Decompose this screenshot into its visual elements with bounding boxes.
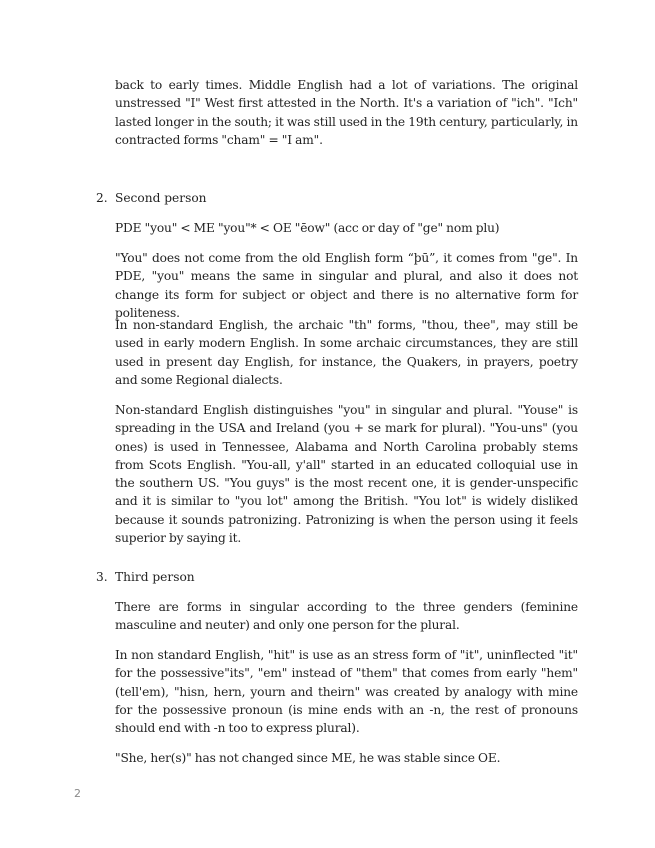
third-person-paragraph-3: "She, her(s)" has not changed since ME, he was stable since OE. [115,751,501,765]
section-number: 2. [96,191,108,205]
second-person-paragraph-1: "You" does not come from the old English form “þū”, it comes from "ge". In PDE, "you" means the same in singular and plural, and also it does not change its form for subject or object and there is no alternative form for politeness. [115,251,578,320]
section-number: 3. [96,570,108,584]
third-person-paragraph-1: There are forms in singular according to the three genders (feminine masculine and neuter) and only one person for the plural. [115,600,578,633]
section-title: Second person [115,191,207,205]
second-person-paragraph-3: Non-standard English distinguishes "you" in singular and plural. "Youse" is spreading in the USA and Ireland (you + se mark for plural). "You-uns" (you ones) is used in Tennessee, Alabama and North Carolina probably stems from Scots English. "You-all, y'all" started in an educated colloquial use in the southern US. "You guys" is the most recent one, it is gender-unspecific and it is similar to "you lot" among the British. "You lot" is widely disliked because it sounds patronizing. Patronizing is when the person using it feels superior by saying it. [115,403,578,546]
etymology-line: PDE "you" < ME "you"* < OE "ēow" (acc or day of "ge" nom plu) [115,221,500,235]
third-person-paragraph-2: In non standard English, "hit" is use as an stress form of "it", uninflected "it" for the possessive"its", "em" instead of "them" that comes from early "hem" (tell'em), "hisn, hern, yourn and theirn" was created by analogy with mine for the possessive pronoun (is mine ends with an -n, the rest of pronouns should end with -n too to express plural). [115,648,578,736]
second-person-paragraph-2: In non-standard English, the archaic "th" forms, "thou, thee", may still be used in early modern English. In some archaic circumstances, they are still used in present day English, for instance, the Quakers, in prayers, poetry and some Regional dialects. [115,318,578,387]
section-heading-second-person [0,189,655,208]
intro-paragraph: back to early times. Middle English had a lot of variations. The original unstressed "I" West first attested in the North. It's a variation of "ich". "Ich" lasted longer in the south; it was still used in the 19th century, particularly, in contracted forms "cham" = "I am". [115,78,578,147]
page-number: 2 [74,787,81,800]
section-title: Third person [115,570,195,584]
section-heading-third-person [0,568,655,587]
